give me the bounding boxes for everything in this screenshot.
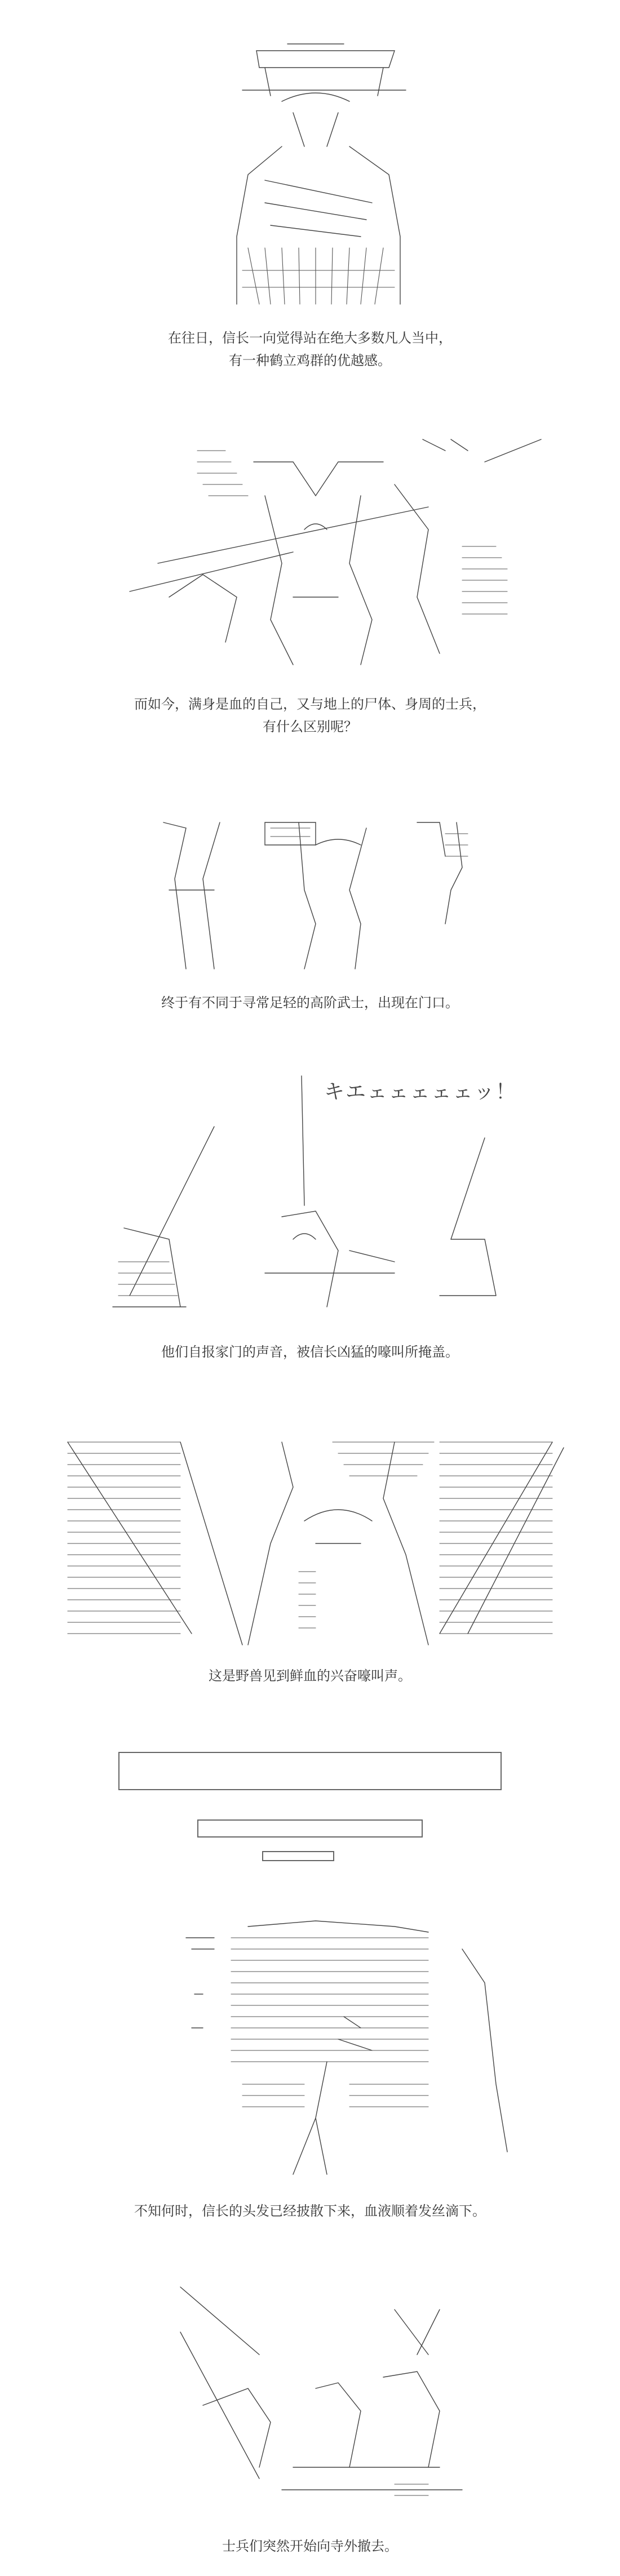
panel-6 xyxy=(0,1746,620,1859)
scream-sfx: キエェェェェェッ！ xyxy=(324,1080,517,1104)
panel-1 xyxy=(0,34,620,368)
caption-1-line-2: 有一种鹤立鸡群的优越感。 xyxy=(229,353,391,368)
caption-5: 这是野兽见到鲜血的兴奋嚎叫声。 xyxy=(209,1668,411,1684)
art-battle-spears xyxy=(0,428,620,687)
art-nobunaga-bloodied xyxy=(0,1915,620,2186)
art-beast-howl xyxy=(0,1431,620,1656)
panel-4 xyxy=(0,1070,620,1386)
empty-box-large xyxy=(118,1752,502,1790)
panel-5 xyxy=(0,1431,620,1696)
caption-4: 他们自报家门的声音，被信长凶猛的嚎叫所掩盖。 xyxy=(161,1344,459,1360)
caption-2-line-2: 有什么区别呢？ xyxy=(263,719,357,735)
caption-3: 终于有不同于寻常足轻的高阶武士，出现在门口。 xyxy=(161,995,459,1011)
caption-1-line-1: 在往日，信长一向觉得站在绝大多数凡人当中， xyxy=(168,330,452,346)
caption-1 xyxy=(0,327,620,372)
caption-2 xyxy=(0,693,620,738)
art-nobunaga-standing xyxy=(0,34,620,327)
empty-box-medium xyxy=(197,1819,423,1838)
caption-7: 士兵们突然开始向寺外撤去。 xyxy=(222,2538,398,2554)
panel-7 xyxy=(0,1915,620,2231)
panel-8 xyxy=(0,2276,620,2576)
caption-2-line-1: 而如今，满身是血的自己，又与地上的尸体、身周的士兵， xyxy=(134,696,486,712)
panel-3 xyxy=(0,811,620,1025)
empty-box-small xyxy=(262,1851,334,1861)
art-samurai-gate xyxy=(0,811,620,980)
panel-2 xyxy=(0,428,620,766)
art-scream-figures xyxy=(0,1070,620,1329)
art-soldiers-retreat xyxy=(0,2276,620,2524)
caption-6: 不知何时，信长的头发已经披散下来，血液顺着发丝滴下。 xyxy=(134,2203,486,2219)
